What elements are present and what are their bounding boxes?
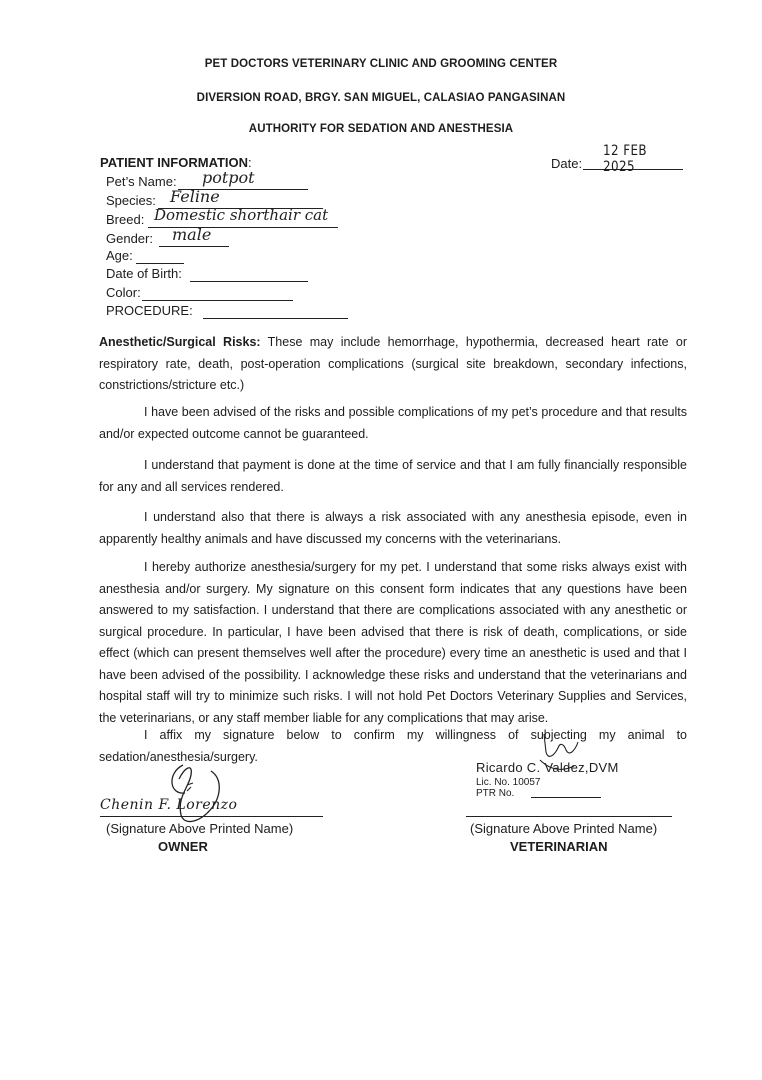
gender-value: male <box>172 225 212 244</box>
date-label: Date: <box>551 156 583 171</box>
breed-field: Breed: Domestic shorthair cat <box>106 212 346 230</box>
form-title: AUTHORITY FOR SEDATION AND ANESTHESIA <box>248 123 514 135</box>
date-value: 12 FEB 2025 <box>603 143 648 175</box>
age-field: Age: <box>106 248 186 266</box>
species-value: Feline <box>170 187 220 206</box>
procedure-field: PROCEDURE: <box>106 303 351 321</box>
affix-signature-paragraph: I affix my signature below to confirm my willingness of subjecting my animal to sedation/anesthesia/surgery. <box>99 728 687 764</box>
pet-name-field: Pet’s Name: potpot <box>106 174 316 192</box>
authorization-paragraph: I hereby authorize anesthesia/surgery for my pet. I understand that some risks always exist with anesthesia and/or surgery. My signature on this consent form indicates that any questions have been answered to my satisfaction. I understand that there are complications associated with any anesthetic or surgical procedure. In particular, I have been advised that there is risk of death, complications, or side effect (which can present themselves well after the procedure) every time an anesthetic is used and that I have been advised of the possibility. I acknowledge these risks and understand that the veterinarians and hospital staff will try to minimize such risks. I will not hold Pet Doctors Veterinary Supplies and Services, the veterinarians, or any staff member liable for any complications that may arise. <box>99 560 687 725</box>
owner-signature-line <box>100 816 323 817</box>
owner-handwritten-name: Chenin F. Lorenzo <box>100 797 238 813</box>
species-field: Species: Feline <box>106 193 326 211</box>
color-field: Color: <box>106 285 296 303</box>
vet-name: Ricardo C. Valdez,DVM <box>476 760 619 775</box>
risks-text: These may include hemorrhage, hypothermia, decreased heart rate or respiratory rate, death, post-operation complications (surgical site breakdown, secondary infections, constrictions/stricture etc.) <box>99 335 687 392</box>
date-field <box>551 143 691 173</box>
patient-info-title: PATIENT INFORMATION: <box>100 155 252 170</box>
vet-signature-line <box>466 816 672 817</box>
clinic-name: PET DOCTORS VETERINARY CLINIC AND GROOMING CENTER <box>204 58 558 70</box>
gender-field: Gender: male <box>106 231 236 249</box>
vet-ptr-label: PTR No. <box>476 788 515 799</box>
pet-name-value: potpot <box>202 168 255 187</box>
risk-awareness-paragraph: I understand also that there is always a risk associated with any anesthesia episode, even in apparently healthy animals and have discussed my concerns with the veterinarians. <box>99 510 687 546</box>
owner-role: OWNER <box>158 839 208 854</box>
vet-role: VETERINARIAN <box>510 839 608 854</box>
risks-paragraph <box>99 332 687 397</box>
vet-ptr-line <box>531 797 601 798</box>
vet-license: Lic. No. 10057 <box>476 777 541 788</box>
payment-paragraph: I understand that payment is done at the time of service and that I am fully financially responsible for any and all services rendered. <box>99 458 687 494</box>
risks-heading: Anesthetic/Surgical Risks: <box>99 335 261 349</box>
breed-value: Domestic shorthair cat <box>154 206 329 224</box>
vet-signature-caption: (Signature Above Printed Name) <box>470 821 658 836</box>
clinic-address: DIVERSION ROAD, BRGY. SAN MIGUEL, CALASIAO PANGASINAN <box>196 92 566 104</box>
dob-field: Date of Birth: <box>106 266 311 284</box>
advised-paragraph: I have been advised of the risks and possible complications of my pet’s procedure and that results and/or expected outcome cannot be guaranteed. <box>99 405 687 441</box>
owner-signature-caption: (Signature Above Printed Name) <box>106 821 294 836</box>
